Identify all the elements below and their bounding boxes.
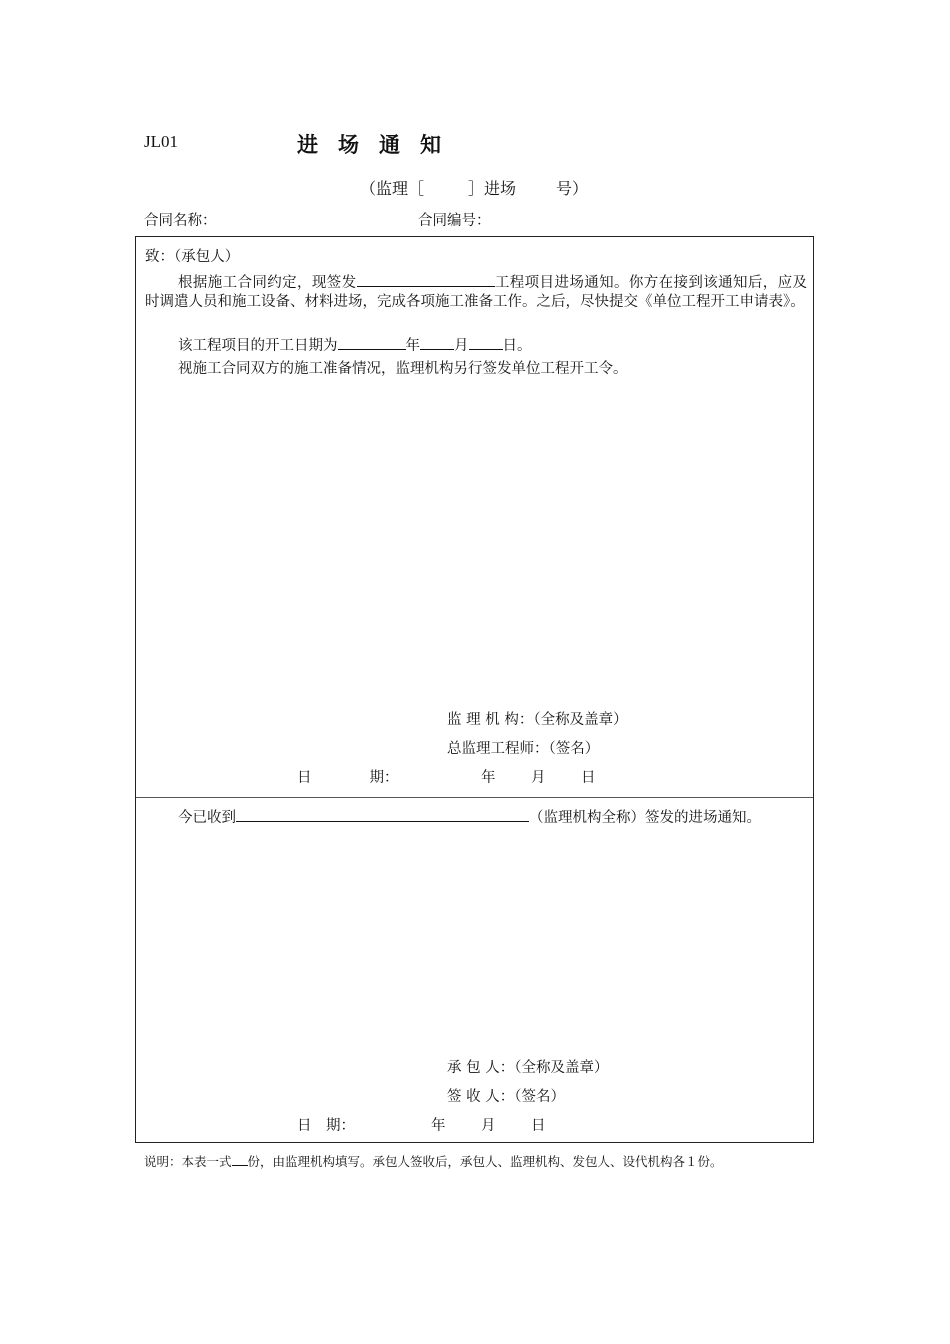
footer-text-a: 说明：本表一式 [144,1154,232,1169]
contract-no-label: 合同编号： [418,213,491,229]
subtitle-mid: ］进场 [468,179,517,198]
start-year-field[interactable] [338,336,406,350]
notice-date-year: 年 [481,770,496,786]
notice-date-label: 日 期： [297,770,399,786]
notice-paragraph [145,273,807,312]
notice-date-month: 月 [531,770,546,786]
start-month-field[interactable] [420,336,454,350]
project-name-field[interactable] [357,273,495,287]
preparation-note: 视施工合同双方的施工准备情况，监理机构另行签发单位工程开工令。 [178,361,628,377]
form-frame [135,236,814,1143]
footer-text-b: 份，由监理机构填写。承包人签收后，承包人、监理机构、发包人、设代机构各１份。 [247,1154,723,1169]
chief-engineer-label: 总监理工程师：（签名） [447,741,600,757]
notice-date-day: 日 [581,770,596,786]
contract-name-label: 合同名称： [144,213,217,229]
start-date-line [178,336,532,356]
receipt-line [178,808,761,828]
contractor-label: 承 包 人：（全称及盖章） [447,1060,609,1076]
receiver-label: 签 收 人：（签名） [447,1089,565,1105]
subtitle-suffix: 号） [556,179,589,198]
start-day-field[interactable] [469,336,503,350]
supervision-org-label: 监 理 机 构：（全称及盖章） [447,712,628,728]
recipient-line: 致：（承包人） [145,249,240,265]
receipt-date-month: 月 [481,1118,496,1134]
page-title: 进场通知 [297,133,461,157]
receipt-text-a: 今已收到 [178,810,236,826]
receipt-date-year: 年 [431,1118,446,1134]
start-month-label: 月 [454,338,469,354]
start-year-label: 年 [405,338,420,354]
supervision-org-name-field[interactable] [236,808,529,822]
receipt-date-day: 日 [531,1118,546,1134]
notice-number-line [360,176,588,199]
section-divider [136,797,813,798]
copies-field[interactable] [232,1154,248,1166]
subtitle-prefix: （监理［ [360,179,425,198]
start-date-text: 该工程项目的开工日期为 [178,338,338,354]
notice-text-a: 根据施工合同约定，现签发 [178,275,357,291]
notice-text-b: 工程项目进场通知。你方在接到该通知后，应及时调遣人员和施工设备、材料进场，完成各项施工准备工作。之后，尽快提交《单位工程开工申请表》。 [145,275,807,310]
start-day-label: 日。 [502,338,532,354]
footer-note [144,1152,723,1170]
form-code: JL01 [144,132,178,151]
receipt-date-label: 日 期： [297,1118,355,1134]
receipt-text-b: （监理机构全称）签发的进场通知。 [529,810,761,826]
